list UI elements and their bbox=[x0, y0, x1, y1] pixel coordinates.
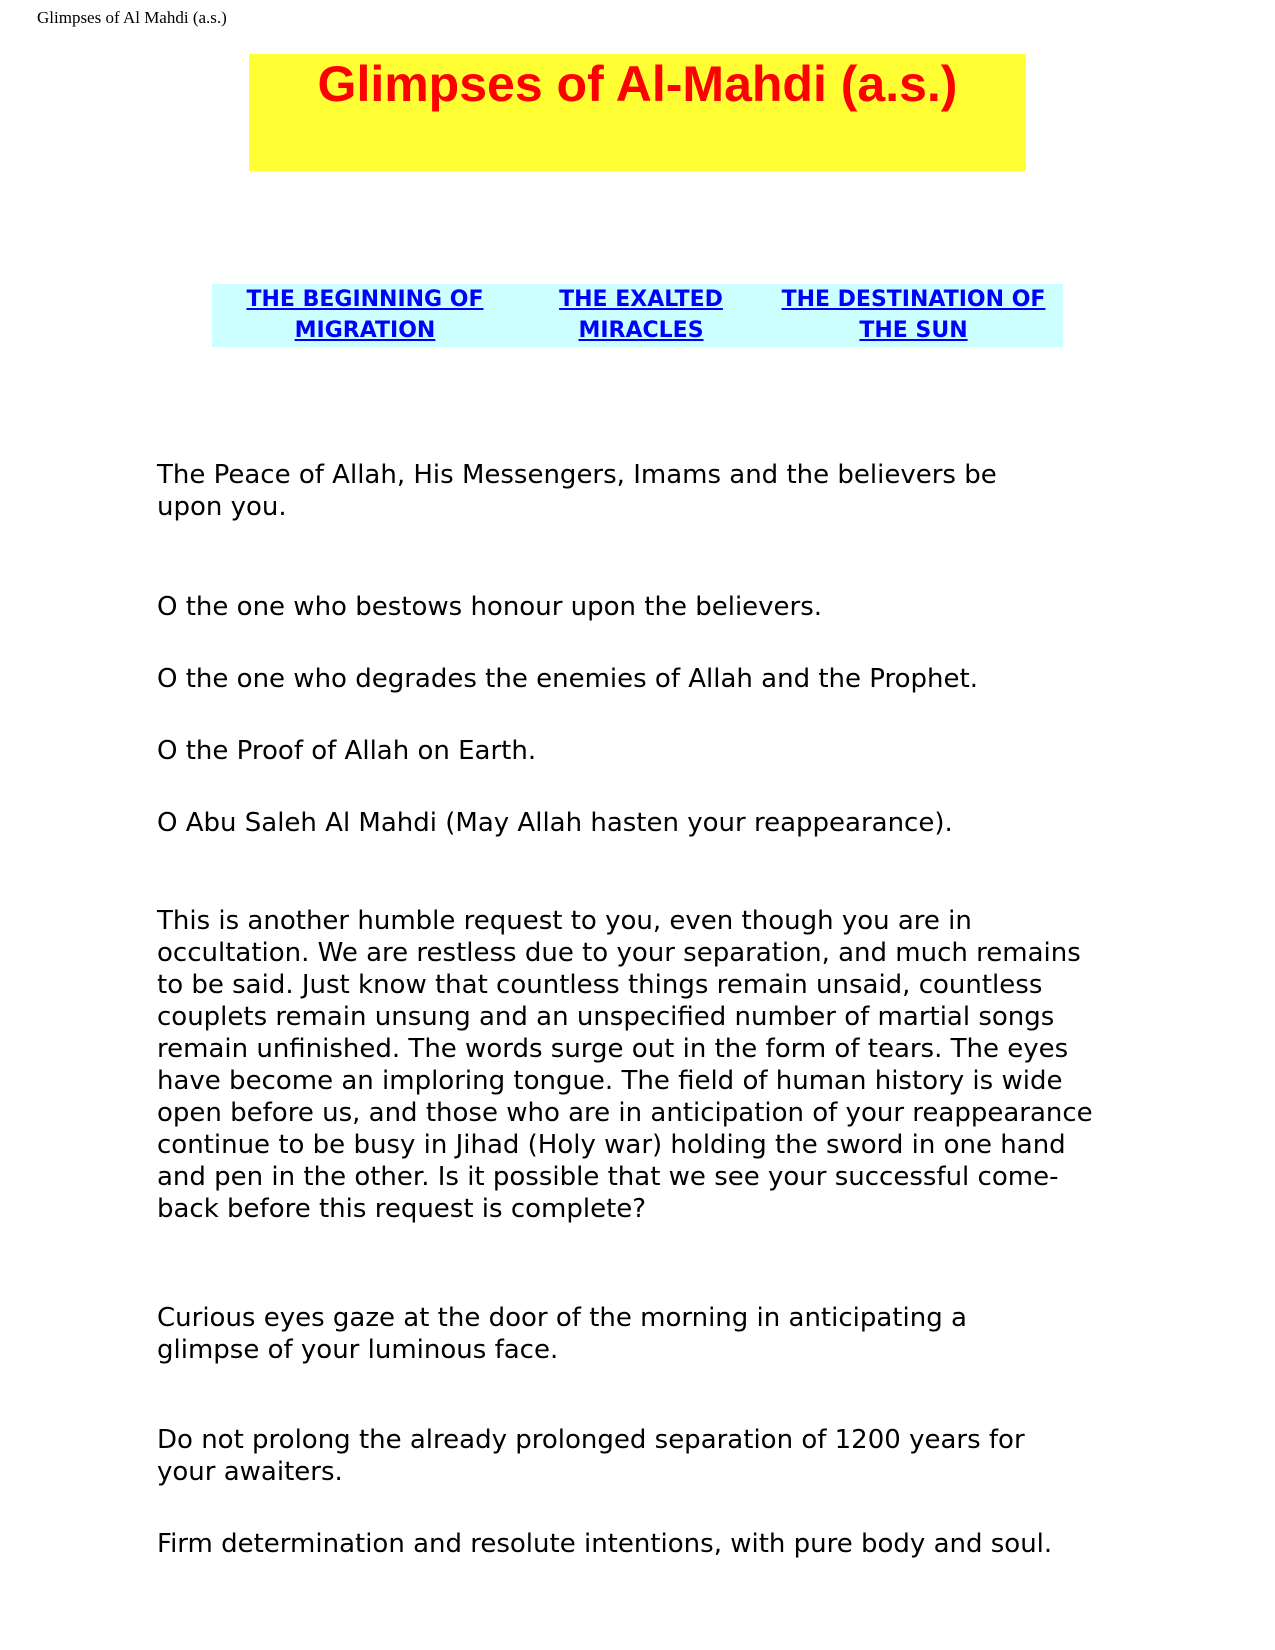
nav-link-line: THE SUN bbox=[859, 318, 968, 343]
paragraph-body: Firm determination and resolute intentions, with pure body and soul. bbox=[157, 1529, 1053, 1559]
paragraph-invocation: O the Proof of Allah on Earth. bbox=[157, 736, 537, 766]
paragraph-request: This is another humble request to you, even though you are in occultation. We are restless due to your separation, and much remains to be said. Just know that countless things remain unsaid, countless couplets remain unsung and an unspecified number of martial songs remain unfinished. The words surge out in the form of tears. The eyes have become an imploring tongue. The field of human history is wide open before us, and those who are in anticipation of your reappearance continue to be busy in Jihad (Holy war) holding the sword in one hand and pen in the other. Is it possible that we see your successful come-back before this request is complete? bbox=[157, 906, 1093, 1224]
nav-link-line: THE BEGINNING OF bbox=[246, 287, 484, 312]
nav-link-destination-of-the-sun[interactable] bbox=[764, 284, 1063, 346]
nav-link-line: THE EXALTED bbox=[559, 287, 723, 312]
nav-link-line: MIRACLES bbox=[578, 318, 704, 343]
paragraph-invocation: O the one who bestows honour upon the believers. bbox=[157, 592, 823, 622]
running-header: Glimpses of Al Mahdi (a.s.) bbox=[37, 8, 227, 27]
paragraph-body: Do not prolong the already prolonged separation of 1200 years for your awaiters. bbox=[157, 1425, 1025, 1487]
page-title: Glimpses of Al-Mahdi (a.s.) bbox=[317, 56, 958, 112]
nav-bar bbox=[212, 284, 1063, 347]
paragraph-invocation: O the one who degrades the enemies of Allah and the Prophet. bbox=[157, 664, 978, 694]
nav-link-beginning-of-migration[interactable] bbox=[212, 284, 518, 346]
paragraph-greeting: The Peace of Allah, His Messengers, Imams and the believers be upon you. bbox=[157, 460, 997, 522]
nav-link-line: THE DESTINATION OF bbox=[781, 287, 1046, 312]
nav-link-line: MIGRATION bbox=[294, 318, 436, 343]
paragraph-body: Curious eyes gaze at the door of the morning in anticipating a glimpse of your luminous face. bbox=[157, 1303, 967, 1365]
title-banner bbox=[249, 54, 1026, 171]
nav-link-exalted-miracles[interactable] bbox=[518, 284, 764, 346]
paragraph-invocation: O Abu Saleh Al Mahdi (May Allah hasten your reappearance). bbox=[157, 808, 953, 838]
